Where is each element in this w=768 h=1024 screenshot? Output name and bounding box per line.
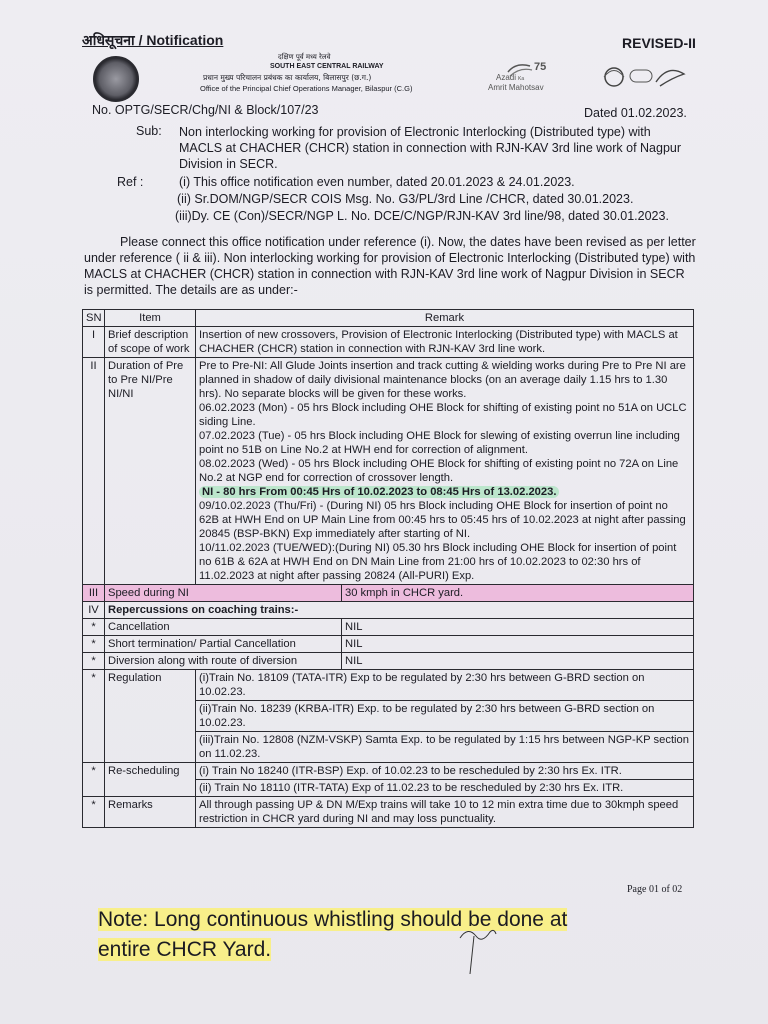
- row-remark: [196, 358, 694, 585]
- header-sn: SN: [83, 310, 105, 327]
- row-remark: NIL: [342, 619, 694, 636]
- railway-name: SOUTH EAST CENTRAL RAILWAY: [270, 63, 384, 70]
- table-row: [83, 636, 694, 653]
- row-sn: *: [83, 653, 105, 670]
- office-name-hindi: प्रधान मुख्य परिचालन प्रबंधक का कार्यालय, बिलासपुर (छ.ग.): [203, 73, 372, 82]
- row-item: Short termination/ Partial Cancellation: [105, 636, 342, 653]
- row-sn: II: [83, 358, 105, 585]
- office-name-english: Office of the Principal Chief Operations Manager, Bilaspur (C.G): [200, 84, 413, 93]
- rescheduling-item: (i) Train No 18240 (ITR-BSP) Exp. of 10.02.23 to be rescheduled by 2:30 hrs Ex. ITR.: [196, 763, 694, 780]
- row-item: Remarks: [105, 797, 196, 828]
- svg-text:Azadi: Azadi: [496, 73, 517, 82]
- table-row: [83, 327, 694, 358]
- table-row: [83, 653, 694, 670]
- row-item: Regulation: [105, 670, 196, 763]
- railway-name-hindi: दक्षिण पूर्व मध्य रेलवे: [278, 53, 331, 61]
- reference-item: (iii)Dy. CE (Con)/SECR/NGP L. No. DCE/C/NGP/RJN-KAV 3rd line/98, dated 30.01.2023.: [175, 209, 669, 223]
- reference-item: (i) This office notification even number, dated 20.01.2023 & 24.01.2023.: [179, 175, 575, 189]
- svg-text:Amrit Mahotsav: Amrit Mahotsav: [488, 83, 544, 92]
- row-item: Re-scheduling: [105, 763, 196, 797]
- table-row: [83, 358, 694, 585]
- table-header-row: [83, 310, 694, 327]
- signature-icon: [452, 918, 502, 978]
- row-sn: I: [83, 327, 105, 358]
- table-row: [83, 763, 694, 780]
- regulation-item: (iii)Train No. 12808 (NZM-VSKP) Samta Exp. to be regulated by 1:15 hrs between NGP-KP section on 11.02.23.: [196, 732, 694, 763]
- duration-line: 08.02.2023 (Wed) - 05 hrs Block including OHE Block for shifting of existing point no 72A on Line No.2 at NGP end for correction of crossover length.: [199, 458, 679, 484]
- row-remark: NIL: [342, 636, 694, 653]
- row-item: Brief description of scope of work: [105, 327, 196, 358]
- svg-text:75: 75: [534, 61, 547, 73]
- notification-title: अधिसूचना / Notification: [82, 32, 224, 48]
- subject-text: Non interlocking working for provision of Electronic Interlocking (Distributed type) with MACLS at CHACHER (CHCR) station in connection with RJN-KAV 3rd line work of Nagpur Division in SECR.: [179, 125, 682, 171]
- rescheduling-item: (ii) Train No 18110 (ITR-TATA) Exp of 11.02.23 to be rescheduled by 2:30 hrs Ex. ITR.: [196, 780, 694, 797]
- azadi-ka-amrit-mahotsav-logo-icon: [486, 58, 576, 94]
- row-remark: Insertion of new crossovers, Provision of Electronic Interlocking (Distributed type) with MACLS at CHACHER (CHCR) station in connection with RJN-KAV 3rd line work.: [196, 327, 694, 358]
- ni-duration-text: NI - 80 hrs From 00:45 Hrs of 10.02.2023 to 08:45 Hrs of 13.02.2023.: [199, 486, 559, 498]
- row-item: Duration of Pre to Pre NI/Pre NI/NI: [105, 358, 196, 585]
- reference-item: (ii) Sr.DOM/NGP/SECR COIS Msg. No. G3/PL/3rd Line /CHCR, dated 30.01.2023.: [177, 192, 634, 206]
- indian-railways-logo-icon: [93, 56, 139, 102]
- row-sn: III: [83, 585, 105, 602]
- duration-line: 10/11.02.2023 (TUE/WED):(During NI) 05.30 hrs Block including OHE Block for insertion of point no 61B & 62A at HWH End on DN Main Line from 21:00 hrs of 10.02.2023 to 02:30 hrs of 11.02.2023 at night after passing 20824 (All-PURI) Exp.: [199, 542, 677, 582]
- svg-text:Ka: Ka: [518, 76, 525, 82]
- row-item: Repercussions on coaching trains:-: [105, 602, 694, 619]
- ni-duration-highlight: [199, 485, 690, 499]
- reference-number: No. OPTG/SECR/Chg/NI & Block/107/23: [92, 103, 319, 117]
- duration-line: 06.02.2023 (Mon) - 05 hrs Block including OHE Block for shifting of existing point no 51A on UCLC siding Line.: [199, 402, 687, 428]
- row-remark: All through passing UP & DN M/Exp trains will take 10 to 12 min extra time due to 30kmph speed restriction in CHCR yard during NI and may loss punctuality.: [196, 797, 694, 828]
- speed-row: [83, 585, 694, 602]
- issue-date: Dated 01.02.2023.: [584, 106, 687, 120]
- regulation-item: (i)Train No. 18109 (TATA-ITR) Exp to be regulated by 2:30 hrs between G-BRD section on 10.02.23.: [196, 670, 694, 701]
- header-item: Item: [105, 310, 196, 327]
- note-line: entire CHCR Yard.: [98, 938, 272, 961]
- row-item: Cancellation: [105, 619, 342, 636]
- revised-label: REVISED-II: [622, 35, 696, 51]
- row-sn: *: [83, 670, 105, 763]
- note-line: Note: Long continuous whistling should be done at: [98, 908, 568, 931]
- row-sn: *: [83, 636, 105, 653]
- row-sn: *: [83, 797, 105, 828]
- table-row: [83, 602, 694, 619]
- row-item: Speed during NI: [105, 585, 342, 602]
- references-label: Ref :: [117, 175, 144, 189]
- regulation-item: (ii)Train No. 18239 (KRBA-ITR) Exp. to be regulated by 2:30 hrs between G-BRD section on 10.02.23.: [196, 701, 694, 732]
- row-sn: *: [83, 619, 105, 636]
- header-remark: Remark: [196, 310, 694, 327]
- row-item: Diversion along with route of diversion: [105, 653, 342, 670]
- duration-line: 09/10.02.2023 (Thu/Fri) - (During NI) 05 hrs Block including OHE Block for insertion of point no 62B at HWH End on UP Main Line from 00:45 hrs to 05:45 hrs of 10.02.2023 at night after passing 20845 (BSP-BKN) Exp immediately after starting of NI.: [199, 500, 686, 540]
- row-remark: 30 kmph in CHCR yard.: [342, 585, 694, 602]
- duration-line: 07.02.2023 (Tue) - 05 hrs Block including OHE Block for slewing of existing overrun line including point no 51B on Line No.2 at HWH end for correction of alignment.: [199, 430, 680, 456]
- g20-logo-icon: [598, 60, 690, 94]
- body-paragraph: Please connect this office notification under reference (i). Now, the dates have been revised as per letter under reference ( ii & iii). Non interlocking working for provision of Electronic Interlocking (Distributed type) with MACLS at CHACHER (CHCR) station in connection with RJN-KAV 3rd line work of Nagpur Division in SECR is permitted. The details are as under:-: [84, 235, 696, 297]
- duration-line: Pre to Pre-NI: All Glude Joints insertion and track cutting & wielding works during Pre to Pre NI are planned in shadow of daily divisional maintenance blocks (on an average daily 1.15 hrs to 1.30 hrs). No separate blocks will be given for these works.: [199, 360, 686, 400]
- details-table: [82, 309, 694, 828]
- page-number: Page 01 of 02: [627, 884, 683, 895]
- row-sn: *: [83, 763, 105, 797]
- row-remark: NIL: [342, 653, 694, 670]
- table-row: [83, 797, 694, 828]
- table-row: [83, 670, 694, 701]
- row-sn: IV: [83, 602, 105, 619]
- table-row: [83, 619, 694, 636]
- subject-label: Sub:: [136, 124, 162, 138]
